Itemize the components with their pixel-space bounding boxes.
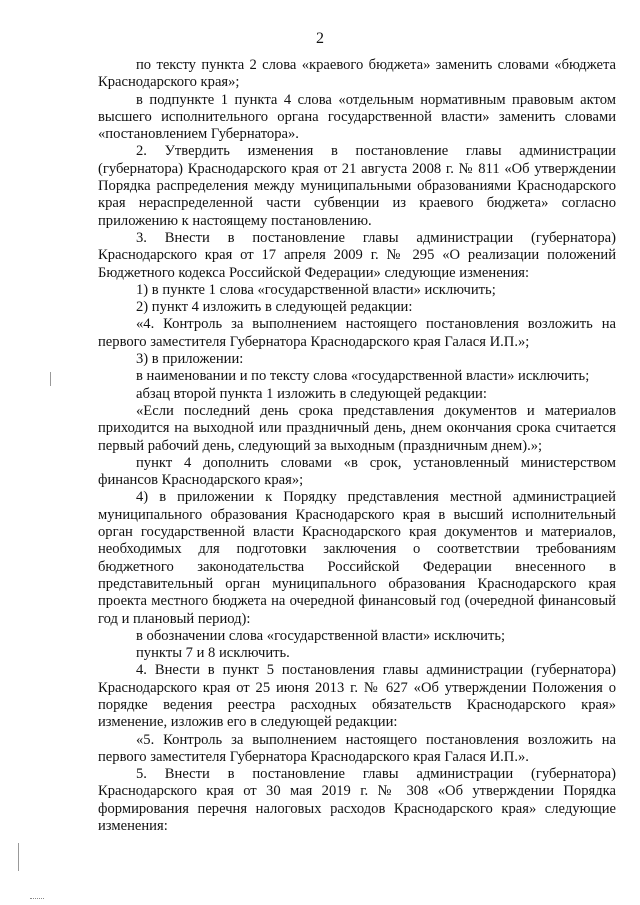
paragraph: 4) в приложении к Порядку представления местной администрацией муниципального образования Краснодарского края в высший исполнительный орган государственной власти Краснодарского края документов и материалов, необходимых для подготовки заключения о соответствии требованиям бюджетного законодательства Российской Федерации внесенного в представительный орган муниципального образования Краснодарского края проекта местного бюджета на очередной финансовый год (очередной финансовый год и плановый период): <box>98 489 616 627</box>
paragraph: 3) в приложении: <box>136 351 244 368</box>
paragraph: абзац второй пункта 1 изложить в следующей редакции: <box>136 385 487 402</box>
document-body <box>98 57 616 835</box>
paragraph: пункт 4 дополнить словами «в срок, установленный министерством финансов Краснодарского края»; <box>98 454 616 489</box>
paragraph: «4. Контроль за выполнением настоящего постановления возложить на первого заместителя Губернатора Краснодарского края Галася И.П.»; <box>98 316 616 350</box>
paragraph: в обозначении слова «государственной власти» исключить; <box>136 627 506 644</box>
paragraph: «Если последний день срока представления документов и материалов приходится на выходной или праздничный день, днем окончания срока считается первый рабочий день, следующий за выходным (праздничным днем).»; <box>98 402 616 454</box>
margin-mark <box>50 372 51 386</box>
paragraph: пункты 7 и 8 исключить. <box>136 645 290 662</box>
paragraph: 4. Внести в пункт 5 постановления главы администрации (губернатора) Краснодарского края от 25 июня 2013 г. № 627 «Об утверждении Положения о порядке ведения реестра расходных обязательств Краснодарского края» изменение, изложив его в следующей редакции: <box>98 662 616 731</box>
paragraph: 3. Внести в постановление главы администрации (губернатора) Краснодарского края от 17 апреля 2009 г. № 295 «О реализации положений Бюджетного кодекса Российской Федерации» следующие изменения: <box>98 229 616 281</box>
paragraph: 2. Утвердить изменения в постановление главы администрации (губернатора) Краснодарского края от 21 августа 2008 г. № 811 «Об утверждении Порядка распределения между муниципальными образованиями Краснодарского края нераспределенной части субвенции из краевого бюджета» согласно приложению к настоящему постановлению. <box>98 143 616 229</box>
footer-mark <box>30 898 44 899</box>
page-number: 2 <box>316 30 324 47</box>
paragraph: «5. Контроль за выполнением настоящего постановления возложить на первого заместителя Губернатора Краснодарского края Галася И.П.». <box>98 731 616 765</box>
paragraph: по тексту пункта 2 слова «краевого бюджета» заменить словами «бюджета Краснодарского края»; <box>98 57 616 91</box>
paragraph: 2) пункт 4 изложить в следующей редакции: <box>136 299 413 316</box>
paragraph: 1) в пункте 1 слова «государственной власти» исключить; <box>136 281 496 298</box>
paragraph: в наименовании и по тексту слова «государственной власти» исключить; <box>136 368 590 385</box>
paragraph: 5. Внести в постановление главы администрации (губернатора) Краснодарского края от 30 мая 2019 г. № 308 «Об утверждении Порядка формирования перечня налоговых расходов Краснодарского края» следующие изменения: <box>98 766 616 835</box>
margin-mark <box>18 843 19 871</box>
paragraph: в подпункте 1 пункта 4 слова «отдельным нормативным правовым актом высшего исполнительного органа государственной власти» заменить словами «постановлением Губернатора». <box>98 91 616 143</box>
